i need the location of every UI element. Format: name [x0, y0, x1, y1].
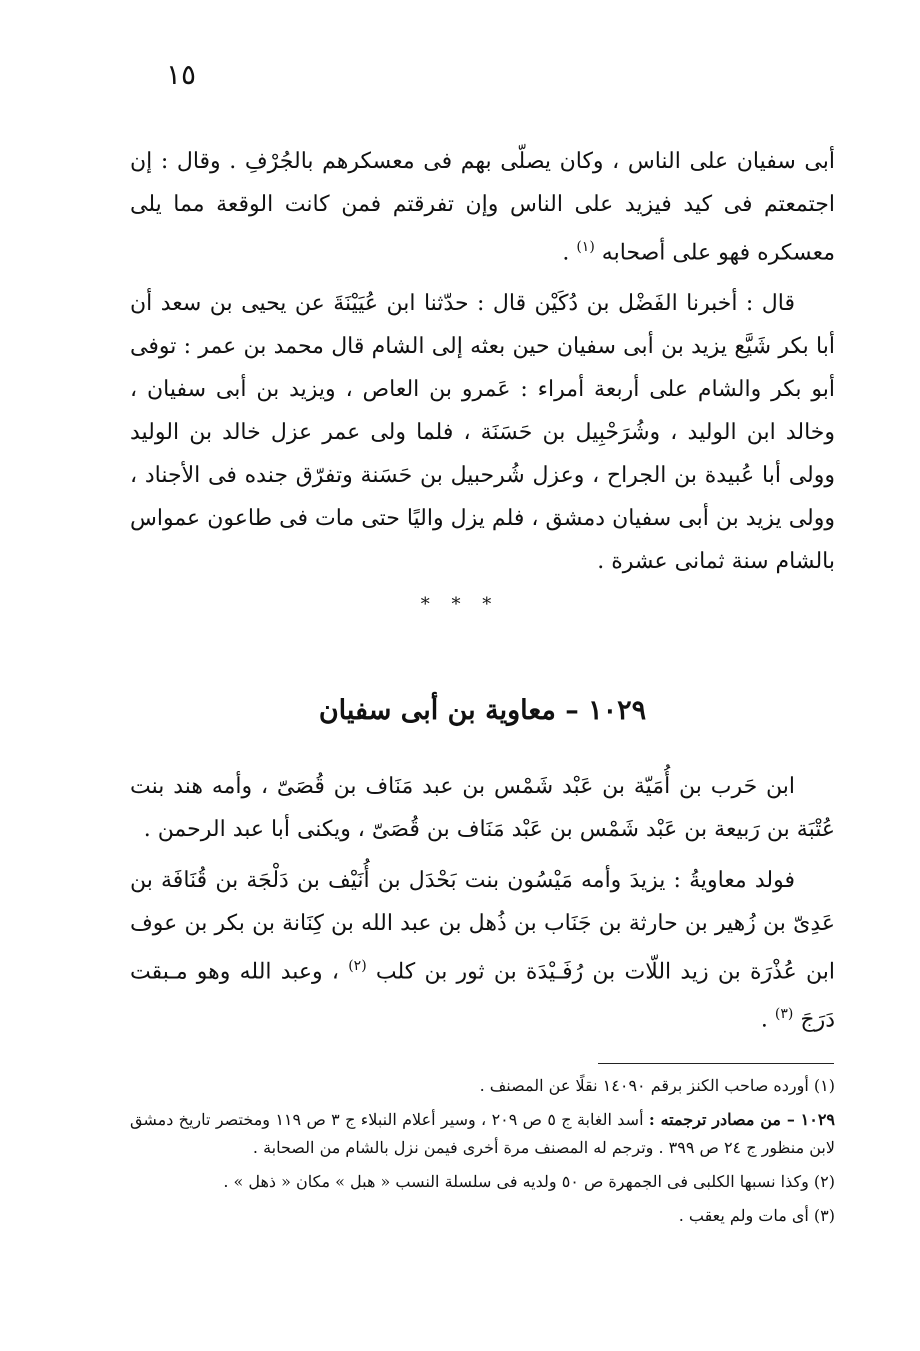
footnote-ref-3: (٣) — [774, 1006, 794, 1023]
bio-paragraph-1: ابن حَرب بن أُمَيّة بن عَبْد شَمْس بن عبد مَنَاف بن قُصَىّ ، وأمه هند بنت عُتْبَة بن رَبيعة بن عَبْد شَمْس بن عَبْد مَنَاف بن قُصَىّ ، ويكنى أبا عبد الرحمن . — [130, 774, 835, 842]
footnote-ref-2: (٢) — [348, 958, 367, 974]
page-number: ١٥ — [166, 58, 197, 91]
footnote-divider — [598, 1063, 834, 1064]
footnote-sources-text: أسد الغابة ج ٥ ص ٢٠٩ ، وسير أعلام النبلاء ج ٣ ص ١١٩ ومختصر تاريخ دمشق لابن منظور ج ٢٤ ص ٣٩٩ . وترجم له المصنف مرة أخرى فيمن نزل بالشام من الصحابة . — [130, 1110, 835, 1157]
bio-paragraph-2-end: . — [760, 1007, 768, 1033]
footnote-sources-lead: ١٠٢٩ – من مصادر ترجمته : — [648, 1110, 836, 1129]
footnote-ref-1: (١) — [576, 239, 595, 255]
footnote-2: (٢) وكذا نسبها الكلبى فى الجمهرة ص ٥٠ ولديه فى سلسلة النسب « هبل » مكان « ذهل » . — [223, 1172, 835, 1191]
top-text-block — [130, 140, 835, 591]
top-paragraph-1 — [130, 140, 835, 274]
bio-paragraph-2-mid: ، وعبد الله وهو مـبقت دَرَجَ — [130, 959, 835, 1033]
entry-heading: ١٠٢٩ – معاوية بن أبى سفيان — [318, 695, 647, 726]
footnotes-block — [130, 1072, 835, 1236]
footnote-sources — [130, 1106, 835, 1162]
top-paragraph-1-text: أبى سفيان على الناس ، وكان يصلّى بهم فى معسكرهم بالجُرْفِ . وقال : إن اجتمعتم فى كيد فيزيد على الناس وإن تفرقتم فمن كانت الوقعة مما يلى معسكره فهو على أصحابه — [130, 149, 835, 266]
top-paragraph-2: قال : أخبرنا الفَضْل بن دُكَيْن قال : حدّثنا ابن عُيَيْنَةَ عن يحيى بن سعد أن أبا بكر شَيَّع يزيد بن أبى سفيان حين بعثه إلى الشام قال محمد بن عمر : توفى أبو بكر والشام على أربعة أمراء : عَمرو بن العاص ، ويزيد بن أبى سفيان ، وخالد ابن الوليد ، وشُرَحْبِيل بن حَسَنَة ، فلما ولى عمر عزل خالد بن الوليد وولى أبا عُبيدة بن الجراح ، وعزل شُرحبيل بن حَسَنة وتفرّق جنده فى الأجناد ، وولى يزيد بن أبى سفيان دمشق ، فلم يزل واليًا حتى مات فى طاعون عمواس بالشام سنة ثمانى عشرة . — [130, 291, 835, 575]
top-paragraph-1-end: . — [562, 240, 570, 266]
bio-paragraph-2-text: فولد معاويةُ : يزيدَ وأمه مَيْسُون بنت بَحْدَل بن أُنَيْف بن دَلْجَة بن قُنَافَة بن عَدِىّ بن زُهير بن حارثة بن جَنَاب بن ذُهل بن عبد الله بن كِنَانة بن بكر بن عوف ابن عُذْرَة بن زيد اللّات بن رُفَـيْدَة بن ثور بن كلب — [130, 868, 835, 985]
footnote-1: (١) أورده صاحب الكنز برقم ١٤٠٩٠ نقلًا عن المصنف . — [479, 1076, 835, 1095]
bio-text-block — [130, 765, 835, 1050]
footnote-3: (٣) أى مات ولم يعقب . — [678, 1206, 835, 1225]
bio-paragraph-2 — [130, 859, 835, 1042]
section-separator: * * * — [420, 594, 500, 615]
